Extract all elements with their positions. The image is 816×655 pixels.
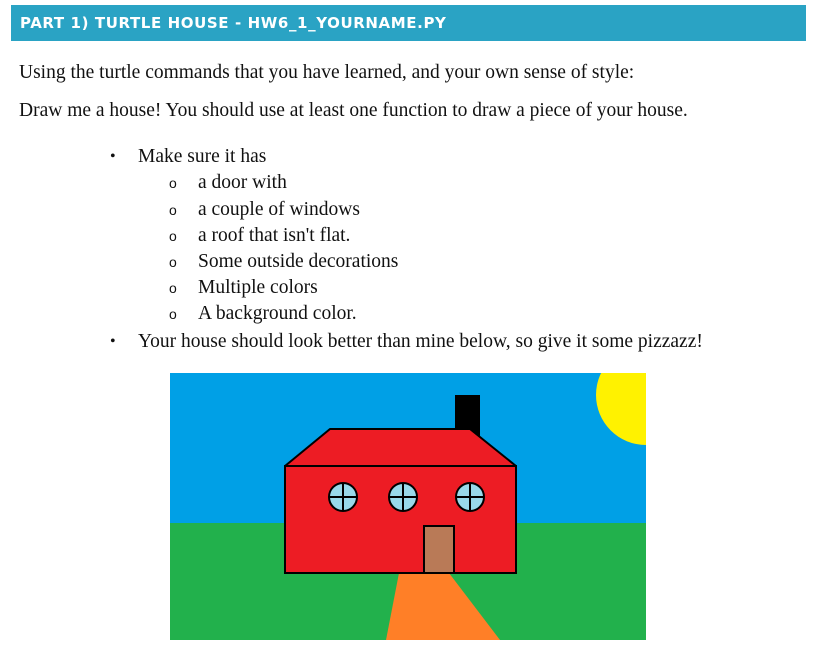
window (329, 483, 357, 511)
instruction-paragraph: Draw me a house! You should use at least one function to draw a piece of your house. (19, 100, 688, 121)
section-header (11, 5, 806, 41)
sub-item-door: a door with (198, 172, 287, 193)
sub-item-colors: Multiple colors (198, 277, 318, 298)
sub-bullet-marker: o (169, 228, 177, 244)
sub-bullet-marker: o (169, 202, 177, 218)
window (389, 483, 417, 511)
intro-paragraph: Using the turtle commands that you have learned, and your own sense of style: (19, 62, 635, 83)
sub-bullet-marker: o (169, 254, 177, 270)
house-body (285, 466, 516, 573)
example-house-image (170, 373, 646, 640)
sub-item-windows: a couple of windows (198, 199, 360, 220)
window (456, 483, 484, 511)
sub-item-roof: a roof that isn't flat. (198, 225, 351, 246)
bullet-make-sure: Make sure it has (138, 146, 267, 167)
sub-bullet-marker: o (169, 175, 177, 191)
front-door (424, 526, 454, 573)
sub-bullet-marker: o (169, 306, 177, 322)
sub-item-background: A background color. (198, 303, 357, 324)
bullet-marker: • (110, 148, 116, 165)
bullet-pizzazz: Your house should look better than mine below, so give it some pizzazz! (138, 331, 703, 352)
sub-bullet-marker: o (169, 280, 177, 296)
section-title: PART 1) TURTLE HOUSE - HW6_1_YOURNAME.PY (20, 14, 447, 32)
bullet-marker: • (110, 333, 116, 350)
sub-item-decorations: Some outside decorations (198, 251, 399, 272)
